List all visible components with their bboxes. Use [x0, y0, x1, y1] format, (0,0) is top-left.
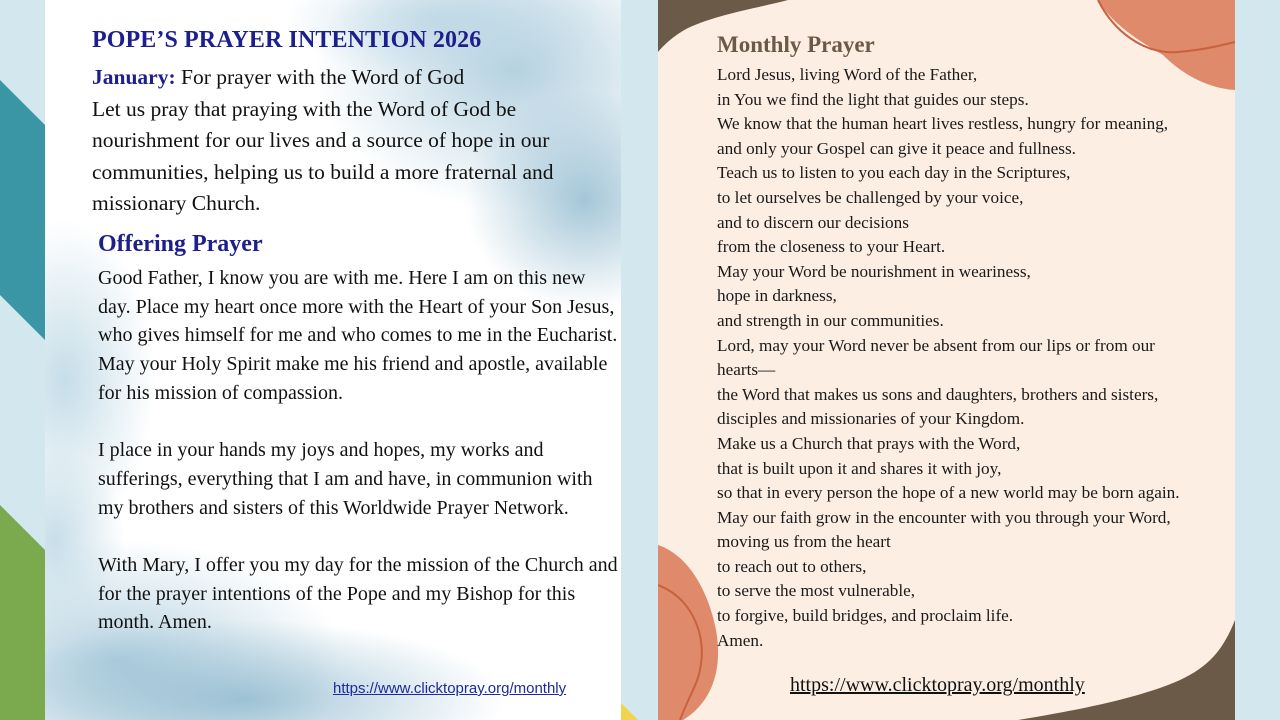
prayer-line: We know that the human heart lives restless, hungry for meaning,: [717, 114, 1169, 134]
prayer-intention-title: POPE’S PRAYER INTENTION 2026: [92, 27, 482, 53]
prayer-line: Lord Jesus, living Word of the Father,: [717, 65, 978, 84]
prayer-line: and strength in our communities.: [717, 310, 944, 330]
prayer-line: Lord, may your Word never be absent from our lips or from our: [717, 335, 1155, 355]
green-accent-shape: [0, 505, 45, 720]
intention-block: [92, 62, 602, 220]
prayer-line: and only your Gospel can give it peace and fullness.: [717, 138, 1076, 158]
prayer-line: moving us from the heart: [717, 532, 891, 552]
prayer-line: disciples and missionaries of your Kingdom.: [717, 409, 1025, 429]
teal-accent-shape: [0, 80, 45, 340]
month-topic: For prayer with the Word of God: [175, 65, 465, 89]
prayer-line: Amen.: [717, 630, 764, 650]
prayer-line: the Word that makes us sons and daughters, brothers and sisters,: [717, 384, 1159, 404]
prayer-line: to reach out to others,: [717, 556, 867, 576]
clicktopray-link[interactable]: https://www.clicktopray.org/monthly: [333, 680, 567, 697]
intention-text: Let us pray that praying with the Word of God be nourishment for our lives and a source of hope in our communities, helping us to build a more fraternal and missionary Church.: [92, 96, 554, 215]
prayer-line: May your Word be nourishment in weariness,: [717, 261, 1031, 281]
prayer-line: from the closeness to your Heart.: [717, 237, 946, 257]
prayer-line: to forgive, build bridges, and proclaim life.: [717, 606, 1014, 626]
prayer-line: Make us a Church that prays with the Word,: [717, 433, 1021, 453]
monthly-prayer-text: [717, 63, 1227, 653]
offering-paragraph: With Mary, I offer you my day for the mission of the Church and for the prayer intentions of the Pope and my Bishop for this month. Amen.: [98, 554, 618, 634]
offering-prayer-body: [98, 264, 618, 666]
prayer-line: hearts—: [717, 360, 776, 380]
offering-paragraph: I place in your hands my joys and hopes, my works and sufferings, everything that I am and have, in communion with my brothers and sisters of this Worldwide Prayer Network.: [98, 439, 593, 519]
offering-prayer-title: Offering Prayer: [98, 231, 263, 257]
prayer-line: that is built upon it and shares it with joy,: [717, 458, 1002, 478]
prayer-line: in You we find the light that guides our steps.: [717, 89, 1029, 109]
prayer-line: to let ourselves be challenged by your voice,: [717, 187, 1024, 207]
prayer-line: Teach us to listen to you each day in the Scriptures,: [717, 163, 1071, 183]
offering-paragraph: Good Father, I know you are with me. Here I am on this new day. Place my heart once more with the Heart of your Son Jesus, who gives himself for me and who comes to me in the Eucharist. May your Holy Spirit make me his friend and apostle, available for his mission of compassion.: [98, 267, 618, 404]
prayer-intention-panel: [45, 0, 621, 720]
monthly-prayer-panel: [658, 0, 1235, 720]
prayer-line: to serve the most vulnerable,: [717, 581, 916, 601]
prayer-line: so that in every person the hope of a new world may be born again.: [717, 483, 1180, 503]
prayer-line: hope in darkness,: [717, 286, 837, 306]
month-label: January:: [92, 65, 176, 89]
prayer-line: May our faith grow in the encounter with you through your Word,: [717, 507, 1171, 527]
clicktopray-link[interactable]: https://www.clicktopray.org/monthly: [790, 674, 1085, 696]
monthly-prayer-title: Monthly Prayer: [717, 32, 875, 57]
yellow-accent-shape: [618, 700, 638, 720]
prayer-line: and to discern our decisions: [717, 212, 909, 232]
